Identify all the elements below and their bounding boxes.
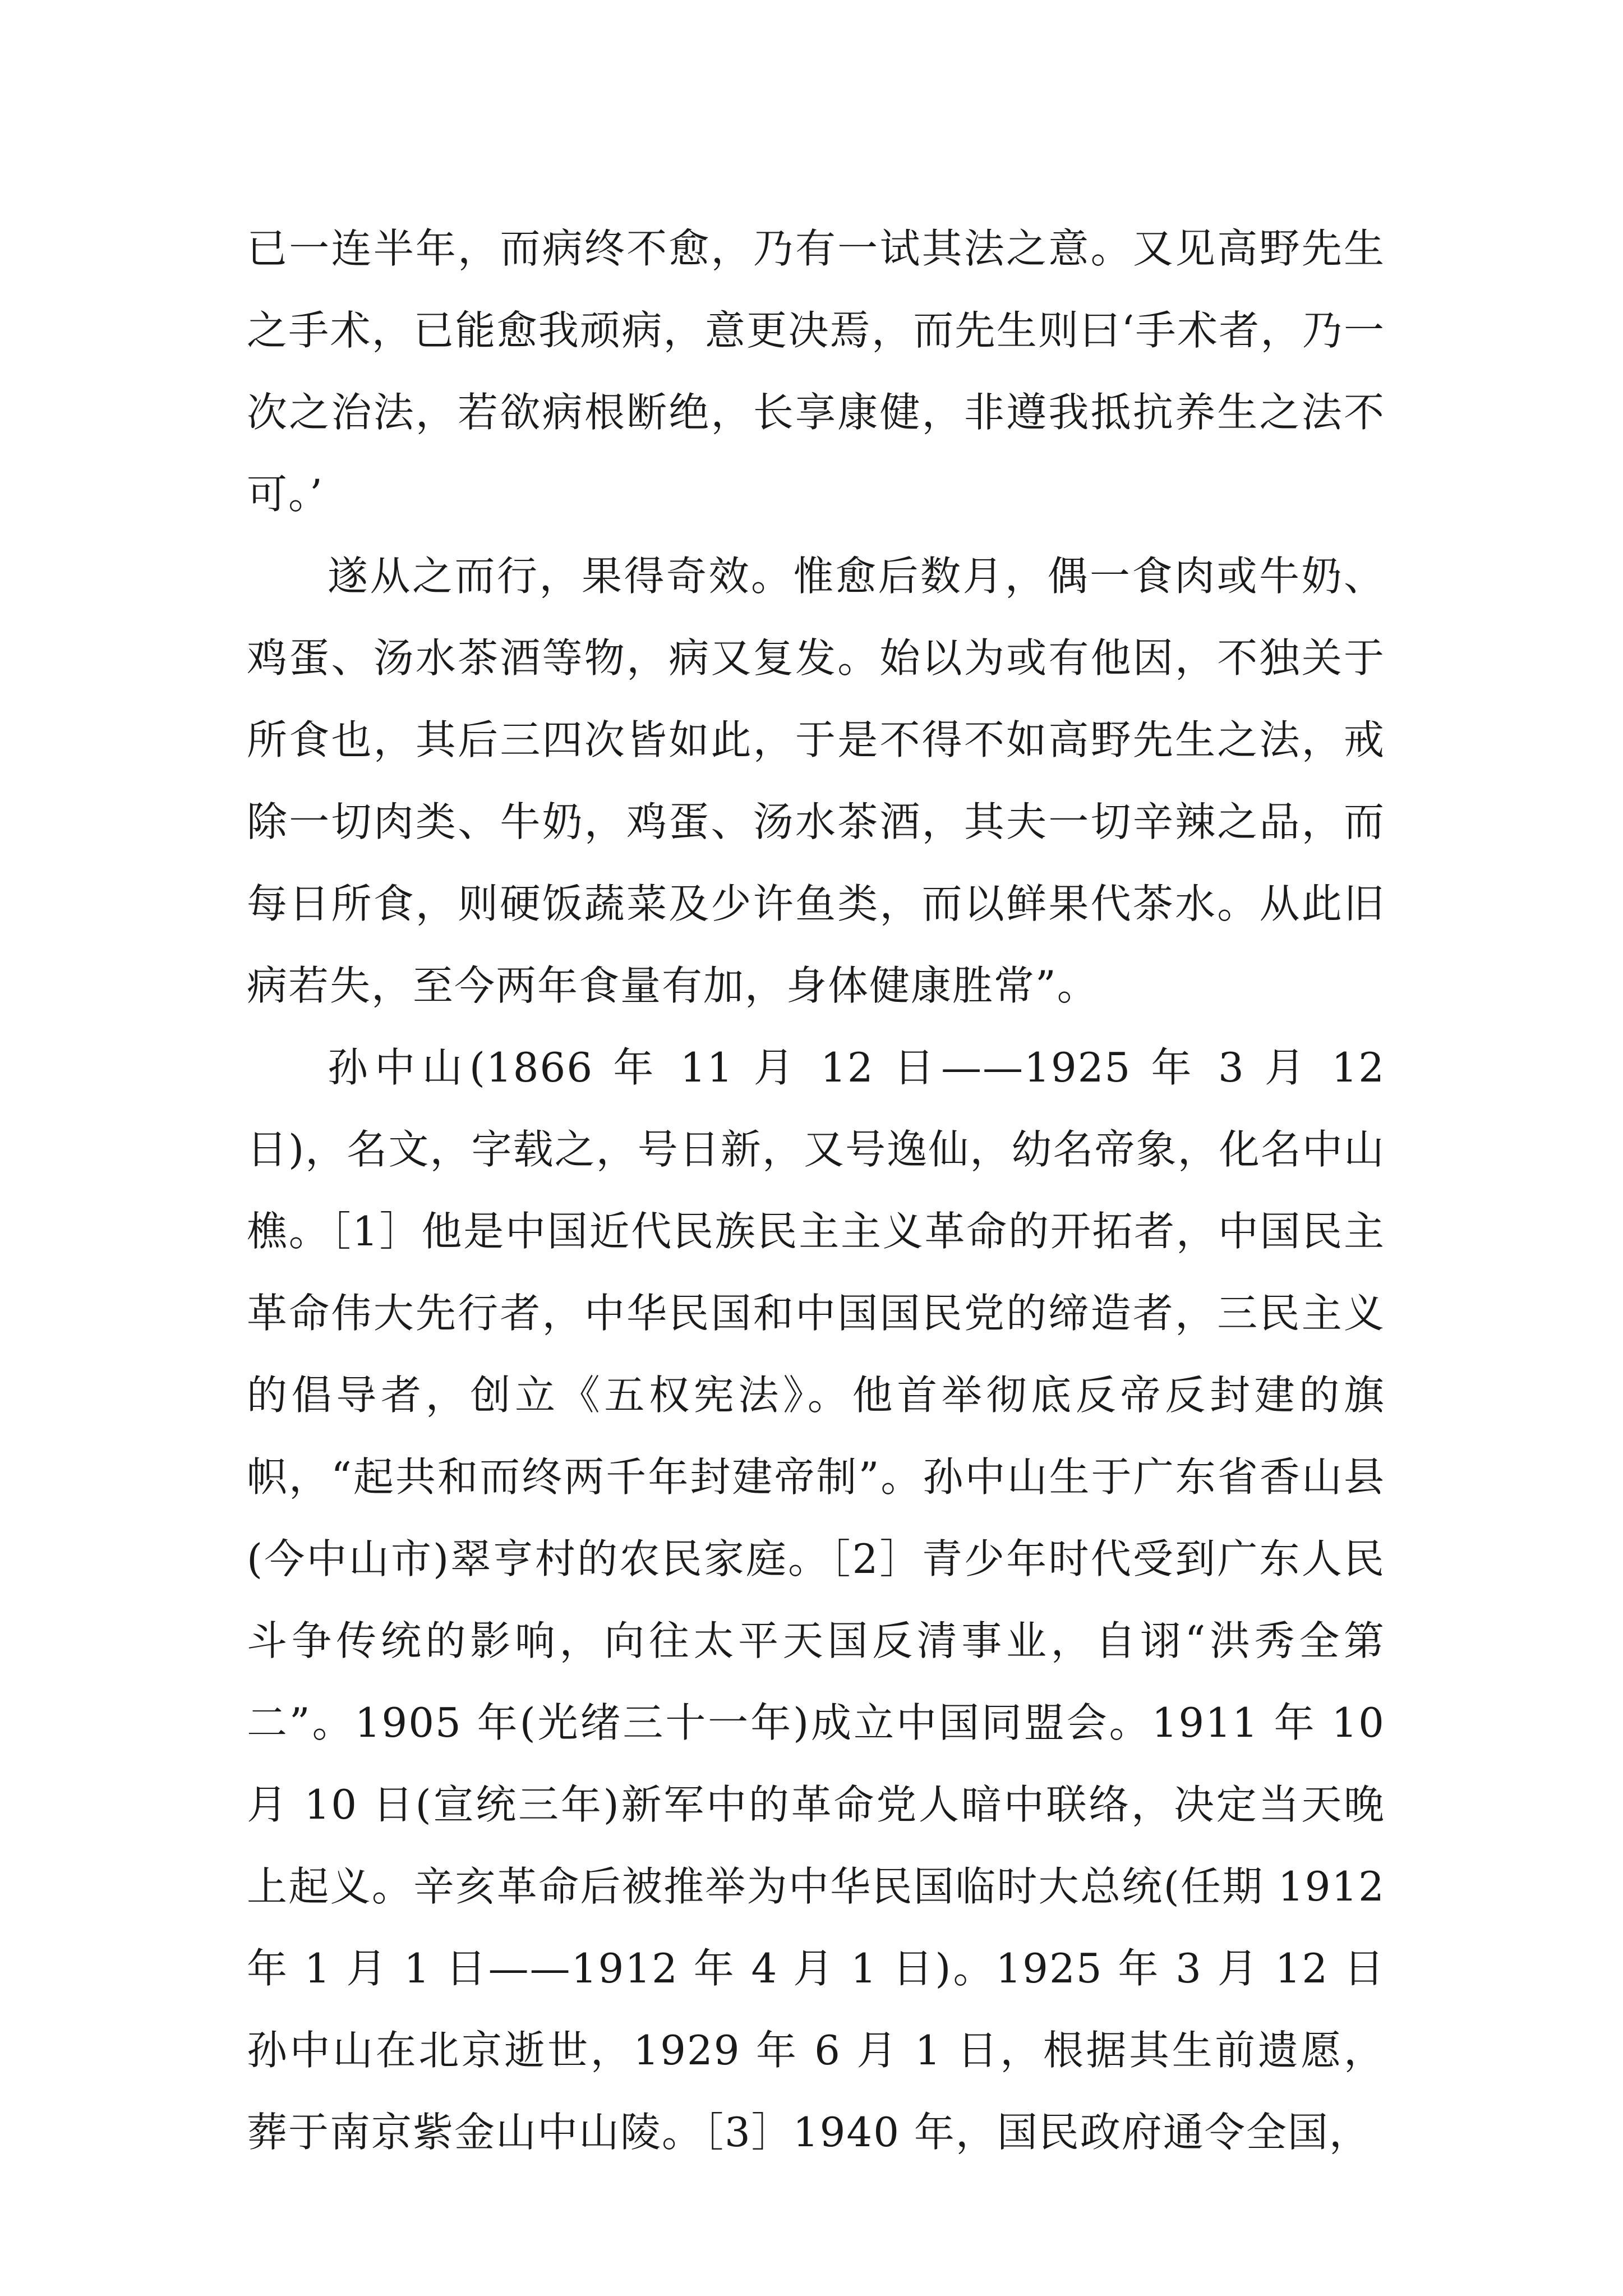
paragraph-2: 遂从之而行，果得奇效。惟愈后数月，偶一食肉或牛奶、鸡蛋、汤水茶酒等物，病又复发。始以为或有他因，不独关于所食也，其后三四次皆如此，于是不得不如高野先生之法，戒除一切肉类、牛奶，鸡蛋、汤水茶酒，其夫一切辛辣之品，而每日所食，则硬饭蔬菜及少许鱼类，而以鲜果代茶水。从此旧病若失，至今两年食量有加，身体健康胜常”。 xyxy=(247,553,1385,1009)
paragraph-3: 孙中山(1866 年 11 月 12 日——1925 年 3 月 12 日)，名文，字载之，号日新，又号逸仙，幼名帝象，化名中山樵。［1］他是中国近代民族民主主义革命的开拓者，中国民主革命伟大先行者，中华民国和中国国民党的缔造者，三民主义的倡导者，创立《五权宪法》。他首举彻底反帝反封建的旗帜，“起共和而终两千年封建帝制”。孙中山生于广东省香山县(今中山市)翠亨村的农民家庭。［2］青少年时代受到广东人民斗争传统的影响，向往太平天国反清事业，自诩“洪秀全第二”。1905 年(光绪三十一年)成立中国同盟会。1911 年 10 月 10 日(宣统三年)新军中的革命党人暗中联络，决定当天晚上起义。辛亥革命后被推举为中华民国临时大总统(任期 1912 年 1 月 1 日——1912 年 4 月 1 日)。1925 年 3 月 12 日孙中山在北京逝世，1929 年 6 月 1 日，根据其生前遗愿，葬于南京紫金山中山陵。［3］1940 年，国民政府通令全国， xyxy=(247,1044,1385,2156)
paragraph-1: 已一连半年，而病终不愈，乃有一试其法之意。又见高野先生之手术，已能愈我顽病，意更决焉，而先生则曰‘手术者，乃一次之治法，若欲病根断绝，长享康健，非遵我抵抗养生之法不可。’ xyxy=(247,225,1385,518)
document-body xyxy=(247,208,1385,2173)
